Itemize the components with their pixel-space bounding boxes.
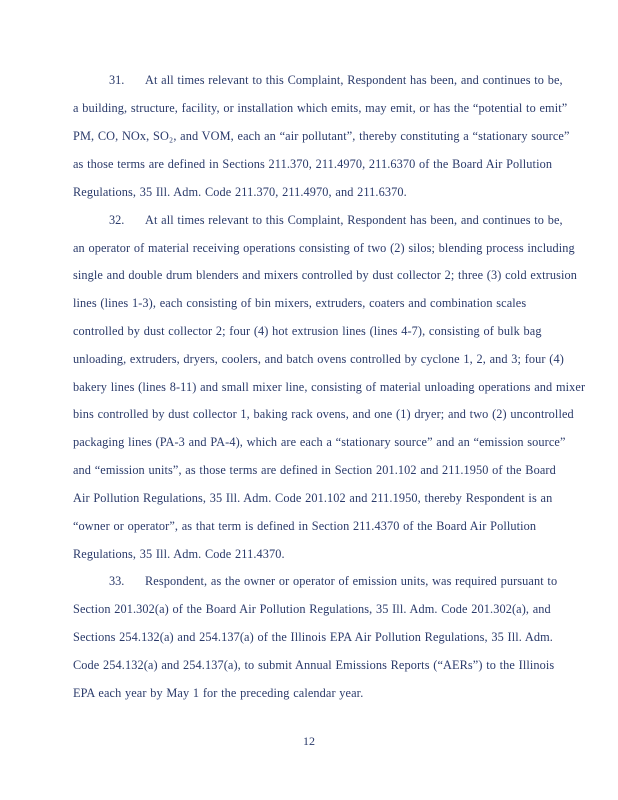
paragraph-line: “owner or operator”, as that term is defined in Section 211.4370 of the Board Air Pollution	[73, 519, 537, 533]
paragraph-line: packaging lines (PA-3 and PA-4), which are each a “stationary source” and an “emission source”	[73, 435, 566, 449]
paragraph-line: controlled by dust collector 2; four (4) hot extrusion lines (lines 4-7), consisting of bulk bag	[73, 324, 542, 338]
paragraph-line: and “emission units”, as those terms are defined in Section 201.102 and 211.1950 of the Board	[73, 463, 556, 477]
paragraph-line: Respondent, as the owner or operator of emission units, was required pursuant to	[145, 574, 558, 588]
paragraph-line: as those terms are defined in Sections 211.370, 211.4970, 211.6370 of the Board Air Pollution	[73, 157, 553, 171]
paragraph-number: 32.	[109, 213, 125, 227]
page-number: 12	[303, 734, 315, 748]
paragraph-line: At all times relevant to this Complaint, Respondent has been, and continues to be,	[145, 213, 563, 227]
paragraph-line: Regulations, 35 Ill. Adm. Code 211.370, 211.4970, and 211.6370.	[73, 185, 407, 199]
paragraph-line: single and double drum blenders and mixers controlled by dust collector 2; three (3) cold extrusion	[73, 268, 578, 282]
paragraph-line: bakery lines (lines 8-11) and small mixer line, consisting of material unloading operations and mixer	[73, 380, 586, 394]
paragraph-line: At all times relevant to this Complaint, Respondent has been, and continues to be,	[145, 73, 563, 87]
paragraph-line: an operator of material receiving operations consisting of two (2) silos; blending process including	[73, 241, 575, 255]
paragraph-line: a building, structure, facility, or installation which emits, may emit, or has the “potential to emit”	[73, 101, 568, 115]
paragraph-line: Sections 254.132(a) and 254.137(a) of the Illinois EPA Air Pollution Regulations, 35 Ill. Adm.	[73, 630, 553, 644]
paragraph-line: unloading, extruders, dryers, coolers, and batch ovens controlled by cyclone 1, 2, and 3; four (4)	[73, 352, 564, 366]
paragraph-line: bins controlled by dust collector 1, baking rack ovens, and one (1) dryer; and two (2) uncontrolled	[73, 407, 574, 421]
paragraph-line: Regulations, 35 Ill. Adm. Code 211.4370.	[73, 547, 285, 561]
paragraph-number: 33.	[109, 574, 125, 588]
paragraph-number: 31.	[109, 73, 125, 87]
paragraph-line: lines (lines 1-3), each consisting of bin mixers, extruders, coaters and combination scales	[73, 296, 527, 310]
paragraph-line: PM, CO, NOx, SO₂, and VOM, each an “air pollutant”, thereby constituting a “stationary source”	[73, 129, 570, 143]
paragraph-line: Section 201.302(a) of the Board Air Pollution Regulations, 35 Ill. Adm. Code 201.302(a), and	[73, 602, 551, 616]
paragraph-line: EPA each year by May 1 for the preceding calendar year.	[73, 686, 364, 700]
paragraph-line: Air Pollution Regulations, 35 Ill. Adm. Code 201.102 and 211.1950, thereby Respondent is an	[73, 491, 553, 505]
paragraph-line: Code 254.132(a) and 254.137(a), to submit Annual Emissions Reports (“AERs”) to the Illinois	[73, 658, 555, 672]
